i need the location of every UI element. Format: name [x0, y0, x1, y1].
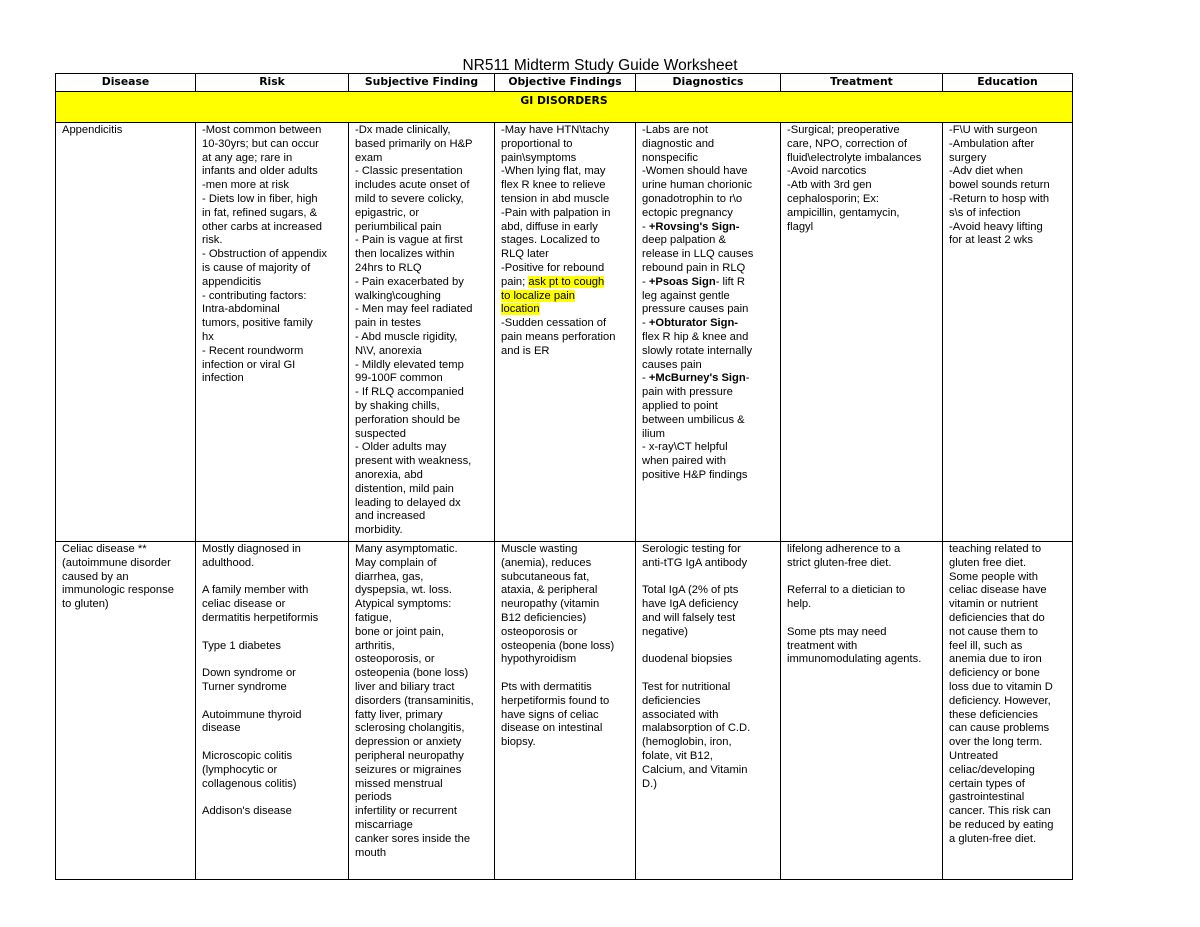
text-line: [642, 469, 777, 483]
line-text: ilium: [642, 427, 665, 440]
text-line: morbidity.: [355, 524, 403, 537]
diagnostics-lines: [642, 124, 777, 483]
text-line: adulthood.: [202, 556, 255, 569]
text-line: - Pain is vague at first: [355, 234, 463, 247]
text-line: [642, 571, 777, 585]
text-line: [642, 138, 777, 152]
text-line: [642, 152, 777, 166]
cell-risk: [196, 123, 349, 542]
text-line: mouth: [355, 846, 387, 859]
text-line: [642, 262, 777, 276]
text-line: Untreated: [949, 749, 999, 762]
text-line: in fat, refined sugars, &: [202, 206, 318, 219]
text-line: [642, 400, 777, 414]
text-line: subcutaneous fat,: [501, 570, 590, 583]
text-line: seizures or migraines: [355, 763, 462, 776]
text-line: [642, 359, 777, 373]
text-line: immunomodulating agents.: [787, 653, 922, 666]
text-line: - Abd muscle rigidity,: [355, 330, 458, 343]
text-line: Pts with dermatitis: [501, 680, 592, 693]
text-line: -Surgical; preoperative: [787, 124, 900, 136]
text-line: Total IgA (2% of pts: [642, 584, 739, 597]
text-line: [202, 791, 345, 805]
text-line: Type 1 diabetes: [202, 639, 281, 652]
text-line: have IgA deficiency: [642, 598, 739, 611]
text-line: periods: [355, 791, 392, 804]
text-line: epigastric, or: [355, 206, 420, 219]
text-line: Atypical symptoms:: [355, 598, 452, 611]
text-line: -Sudden cessation of: [501, 317, 607, 330]
text-line: folate, vit B12,: [642, 749, 713, 762]
text-line: pain means perforation: [501, 330, 616, 343]
text-line: cephalosporin; Ex:: [787, 192, 880, 205]
text-line: gastrointestinal: [949, 791, 1025, 804]
header-education: Education: [943, 74, 1073, 92]
text-line: anorexia, abd: [355, 468, 423, 481]
line-text: positive H&P findings: [642, 468, 748, 481]
line-text: diagnostic and: [642, 137, 715, 150]
line-text: - lift R: [715, 275, 745, 288]
line-text: -Labs are not: [642, 124, 708, 136]
text-line: hx: [202, 330, 214, 343]
text-line: Some pts may need: [787, 625, 887, 638]
text-line: disorders (transaminitis,: [355, 694, 474, 707]
text-line: disease on intestinal: [501, 722, 603, 735]
text-line: [642, 386, 777, 400]
text-line: -When lying flat, may: [501, 165, 606, 178]
text-line: gluten free diet.: [949, 556, 1027, 569]
text-line: associated with: [642, 708, 719, 721]
text-line: diarrhea, gas,: [355, 570, 424, 583]
text-line: depression or anxiety: [355, 736, 462, 749]
text-line: infertility or recurrent: [355, 805, 457, 818]
text-line: - Mildly elevated temp: [355, 358, 464, 371]
text-line: dyspepsia, wt. loss.: [355, 584, 453, 597]
cell-objective: [495, 542, 636, 880]
text-line: [642, 290, 777, 304]
text-line: help.: [787, 598, 812, 611]
text-line: flex R knee to relieve: [501, 179, 606, 192]
text-line: Addison's disease: [202, 805, 292, 818]
text-line: - Older adults may: [355, 441, 447, 454]
text-line: 24hrs to RLQ: [355, 261, 422, 274]
text-line: [501, 667, 632, 681]
sign-name: +Rovsing's Sign-: [648, 220, 740, 233]
text-line: perforation should be: [355, 413, 461, 426]
text-line: Mostly diagnosed in: [202, 543, 301, 555]
text-line: Autoimmune thyroid: [202, 708, 302, 721]
text-line: care, NPO, correction of: [787, 137, 907, 150]
text-line: -Positive for rebound: [501, 261, 605, 274]
section-row: [56, 92, 1073, 123]
text-line: cancer. This risk can: [949, 805, 1051, 818]
text-line: Serologic testing for: [642, 543, 741, 555]
text-line: -Dx made clinically,: [355, 124, 451, 136]
header-subjective-finding: Subjective Finding: [349, 74, 495, 92]
text-line: -Pain with palpation in: [501, 206, 611, 219]
text-line: B12 deficiencies): [501, 611, 587, 624]
text-line: [642, 640, 777, 654]
line-text: pressure causes pain: [642, 303, 749, 316]
text-line: [642, 414, 777, 428]
cell-treatment: [781, 542, 943, 880]
line-text: leg against gentle: [642, 289, 730, 302]
text-line: -Avoid narcotics: [787, 165, 867, 178]
text-line: and increased: [355, 510, 426, 523]
text-line: by shaking chills,: [355, 399, 440, 412]
header-objective-findings: Objective Findings: [495, 74, 636, 92]
text-line: Intra-abdominal: [202, 303, 280, 316]
text-line: [642, 331, 777, 345]
text-line: Down syndrome or: [202, 667, 296, 680]
text-line: [642, 207, 777, 221]
cell-treatment: [781, 123, 943, 542]
text-line: appendicitis: [202, 275, 262, 288]
text-line: -Ambulation after: [949, 137, 1035, 150]
text-line: surgery: [949, 151, 987, 164]
cell-disease: [56, 123, 196, 542]
line-text: -: [642, 275, 649, 288]
text-line: herpetiformis found to: [501, 694, 610, 707]
text-line: - Pain exacerbated by: [355, 275, 464, 288]
text-line: - contributing factors:: [202, 289, 307, 302]
text-line: at any age; rare in: [202, 151, 293, 164]
objective-mixed-text: pain;: [501, 275, 529, 288]
text-line: [642, 303, 777, 317]
line-text: gonadotrophin to r\o: [642, 192, 743, 205]
text-line: over the long term.: [949, 736, 1043, 749]
text-line: A family member with: [202, 584, 309, 597]
text-line: -Atb with 3rd gen: [787, 179, 872, 192]
text-line: and will falsely test: [642, 611, 736, 624]
text-line: hypothyroidism: [501, 653, 577, 666]
text-line: Referral to a dietician to: [787, 584, 906, 597]
text-line: deficiency or bone: [949, 667, 1040, 680]
table-row: [56, 542, 1073, 880]
text-line: duodenal biopsies: [642, 653, 733, 666]
cell-subjective: [349, 542, 495, 880]
line-text: pain with pressure: [642, 386, 733, 399]
text-line: RLQ later: [501, 248, 549, 261]
line-text: ectopic pregnancy: [642, 206, 733, 219]
text-line: Turner syndrome: [202, 680, 287, 693]
text-line: - Obstruction of appendix: [202, 248, 327, 261]
text-line: treatment with: [787, 639, 858, 652]
text-line: s\s of infection: [949, 206, 1021, 219]
text-line: [642, 248, 777, 262]
text-line: strict gluten-free diet.: [787, 556, 892, 569]
text-line: [642, 276, 777, 290]
text-line: missed menstrual: [355, 777, 443, 790]
line-text: release in LLQ causes: [642, 248, 754, 261]
highlighted-text: location: [501, 303, 540, 316]
sign-name: +Psoas Sign: [648, 275, 716, 288]
text-line: osteopenia (bone loss): [355, 667, 469, 680]
text-line: D.): [642, 777, 657, 790]
text-line: certain types of: [949, 777, 1025, 790]
text-line: [642, 165, 777, 179]
text-line: [787, 612, 939, 626]
text-line: bone or joint pain,: [355, 625, 444, 638]
text-line: be reduced by eating: [949, 818, 1054, 831]
text-line: fluid\electrolyte imbalances: [787, 151, 922, 164]
text-line: then localizes within: [355, 248, 455, 261]
text-line: [202, 571, 345, 585]
line-text: -: [642, 372, 649, 385]
text-line: celiac disease have: [949, 584, 1047, 597]
text-line: N\V, anorexia: [355, 344, 422, 357]
text-line: walking\coughing: [355, 289, 441, 302]
text-line: [642, 441, 777, 455]
text-line: canker sores inside the: [355, 832, 471, 845]
line-text: -: [642, 317, 649, 330]
text-line: [642, 667, 777, 681]
text-line: suspected: [355, 427, 406, 440]
text-line: [202, 736, 345, 750]
text-line: pain in testes: [355, 317, 421, 330]
text-line: caused by an: [62, 570, 129, 583]
text-line: fatty liver, primary: [355, 708, 443, 721]
highlight-line: [501, 290, 632, 304]
cell-objective: [495, 123, 636, 542]
header-row: [56, 74, 1073, 92]
text-line: infection: [202, 372, 244, 385]
text-line: [642, 193, 777, 207]
objective-lines-after: [501, 317, 632, 358]
text-line: [787, 571, 939, 585]
text-line: not cause them to: [949, 625, 1038, 638]
line-text: -Women should have: [642, 165, 748, 178]
text-line: present with weakness,: [355, 455, 472, 468]
text-line: -men more at risk: [202, 179, 290, 192]
header-diagnostics: Diagnostics: [636, 74, 781, 92]
header-disease: Disease: [56, 74, 196, 92]
text-line: for at least 2 wks: [949, 234, 1033, 247]
table-row: [56, 123, 1073, 542]
line-text: causes pain: [642, 358, 702, 371]
text-line: immunologic response: [62, 584, 174, 597]
text-line: disease: [202, 722, 241, 735]
text-line: tension in abd muscle: [501, 192, 610, 205]
text-line: [642, 234, 777, 248]
text-line: (lymphocytic or: [202, 763, 278, 776]
text-line: biopsy.: [501, 736, 536, 749]
line-text: flex R hip & knee and: [642, 330, 749, 343]
line-text: -: [745, 372, 750, 385]
highlighted-text: to localize pain: [501, 289, 576, 302]
text-line: deficiencies that do: [949, 611, 1045, 624]
text-line: (hemoglobin, iron,: [642, 736, 732, 749]
text-line: stages. Localized to: [501, 234, 600, 247]
text-line: negative): [642, 625, 689, 638]
highlighted-text: ask pt to cough: [528, 275, 605, 288]
text-line: [202, 653, 345, 667]
text-line: bowel sounds return: [949, 179, 1050, 192]
text-line: [642, 372, 777, 386]
text-line: deficiencies: [642, 694, 701, 707]
text-line: [642, 428, 777, 442]
text-line: celiac/developing: [949, 763, 1035, 776]
text-line: - Men may feel radiated: [355, 303, 473, 316]
text-line: peripheral neuropathy: [355, 749, 464, 762]
text-line: is cause of majority of: [202, 261, 311, 274]
text-line: Muscle wasting: [501, 543, 578, 555]
text-line: collagenous colitis): [202, 777, 297, 790]
text-line: -Adv diet when: [949, 165, 1024, 178]
text-line: -Return to hosp with: [949, 192, 1050, 205]
line-text: -: [642, 220, 649, 233]
text-line: neuropathy (vitamin: [501, 598, 600, 611]
text-line: deficiency. However,: [949, 694, 1051, 707]
text-line: [642, 455, 777, 469]
text-line: May complain of: [355, 556, 437, 569]
text-line: - Recent roundworm: [202, 344, 304, 357]
cell-education: [943, 542, 1073, 880]
text-line: flagyl: [787, 220, 814, 233]
text-line: ataxia, & peripheral: [501, 584, 598, 597]
text-line: Celiac disease **: [62, 543, 147, 555]
text-line: feel ill, such as: [949, 639, 1023, 652]
cell-education: [943, 123, 1073, 542]
header-risk: Risk: [196, 74, 349, 92]
line-text: nonspecific: [642, 151, 698, 164]
cell-diagnostics: [636, 542, 781, 880]
text-line: mild to severe colicky,: [355, 192, 464, 205]
cell-risk: [196, 542, 349, 880]
text-line: 99-100F common: [355, 372, 443, 385]
text-line: Appendicitis: [62, 124, 123, 136]
line-text: when paired with: [642, 455, 726, 468]
text-line: - If RLQ accompanied: [355, 386, 464, 399]
text-line: sclerosing cholangitis,: [355, 722, 465, 735]
text-line: - Diets low in fiber, high: [202, 192, 318, 205]
text-line: infection or viral GI: [202, 358, 296, 371]
text-line: Test for nutritional: [642, 680, 731, 693]
text-line: miscarriage: [355, 818, 413, 831]
text-line: infants and older adults: [202, 165, 318, 178]
text-line: includes acute onset of: [355, 179, 470, 192]
text-line: [202, 626, 345, 640]
text-line: [642, 345, 777, 359]
text-line: [202, 695, 345, 709]
text-line: celiac disease or: [202, 598, 286, 611]
text-line: -F\U with surgeon: [949, 124, 1038, 136]
text-line: loss due to vitamin D: [949, 680, 1053, 693]
highlight-line: [501, 303, 632, 317]
text-line: lifelong adherence to a: [787, 543, 901, 555]
text-line: [642, 221, 777, 235]
header-treatment: Treatment: [781, 74, 943, 92]
text-line: distention, mild pain: [355, 482, 454, 495]
text-line: proportional to: [501, 137, 573, 150]
text-line: have signs of celiac: [501, 708, 599, 721]
text-line: [642, 179, 777, 193]
cell-diagnostics: [636, 123, 781, 542]
text-line: and is ER: [501, 344, 550, 357]
text-line: exam: [355, 151, 383, 164]
study-guide-table: [55, 73, 1073, 880]
text-line: these deficiencies: [949, 708, 1038, 721]
line-text: urine human chorionic: [642, 179, 753, 192]
page-title: NR511 Midterm Study Guide Worksheet: [462, 57, 738, 74]
text-line: (autoimmune disorder: [62, 556, 171, 569]
text-line: liver and biliary tract: [355, 680, 455, 693]
text-line: Calcium, and Vitamin: [642, 763, 748, 776]
cell-subjective: [349, 123, 495, 542]
text-line: periumbilical pain: [355, 220, 442, 233]
text-line: teaching related to: [949, 543, 1042, 555]
section-gi-disorders: GI DISORDERS: [56, 92, 1073, 123]
text-line: - Classic presentation: [355, 165, 463, 178]
cell-disease: [56, 542, 196, 880]
line-text: between umbilicus &: [642, 413, 745, 426]
line-text: rebound pain in RLQ: [642, 261, 746, 274]
text-line: pain\symptoms: [501, 151, 577, 164]
text-line: risk.: [202, 234, 223, 247]
text-line: fatigue,: [355, 611, 392, 624]
text-line: 10-30yrs; but can occur: [202, 137, 319, 150]
text-line: anemia due to iron: [949, 653, 1042, 666]
text-line: ampicillin, gentamycin,: [787, 206, 900, 219]
text-line: -Most common between: [202, 124, 322, 136]
text-line: a gluten-free diet.: [949, 832, 1037, 845]
text-line: abd, diffuse in early: [501, 220, 598, 233]
text-line: -May have HTN\tachy: [501, 124, 610, 136]
text-line: [642, 317, 777, 331]
objective-mixed-line: [501, 276, 632, 290]
text-line: [642, 124, 777, 138]
text-line: Some people with: [949, 570, 1038, 583]
objective-lines-before: [501, 124, 632, 276]
sign-name: +McBurney's Sign: [648, 372, 746, 385]
text-line: to gluten): [62, 598, 109, 611]
text-line: -Avoid heavy lifting: [949, 220, 1043, 233]
text-line: dermatitis herpetiformis: [202, 611, 319, 624]
text-line: malabsorption of C.D.: [642, 722, 751, 735]
sign-name: +Obturator Sign-: [648, 317, 739, 330]
line-text: applied to point: [642, 399, 718, 412]
line-text: - x-ray\CT helpful: [642, 441, 728, 454]
line-text: slowly rotate internally: [642, 344, 753, 357]
text-line: (anemia), reduces: [501, 556, 592, 569]
text-line: other carbs at increased: [202, 220, 323, 233]
text-line: anti-tTG IgA antibody: [642, 556, 748, 569]
text-line: osteopenia (bone loss): [501, 639, 615, 652]
text-line: osteoporosis, or: [355, 653, 435, 666]
text-line: tumors, positive family: [202, 317, 313, 330]
text-line: can cause problems: [949, 722, 1050, 735]
text-line: arthritis,: [355, 639, 395, 652]
text-line: based primarily on H&P: [355, 137, 473, 150]
text-line: Microscopic colitis: [202, 749, 293, 762]
text-line: Many asymptomatic.: [355, 543, 458, 555]
text-line: osteoporosis or: [501, 625, 578, 638]
text-line: vitamin or nutrient: [949, 598, 1038, 611]
text-line: leading to delayed dx: [355, 496, 461, 509]
line-text: deep palpation &: [642, 234, 726, 247]
